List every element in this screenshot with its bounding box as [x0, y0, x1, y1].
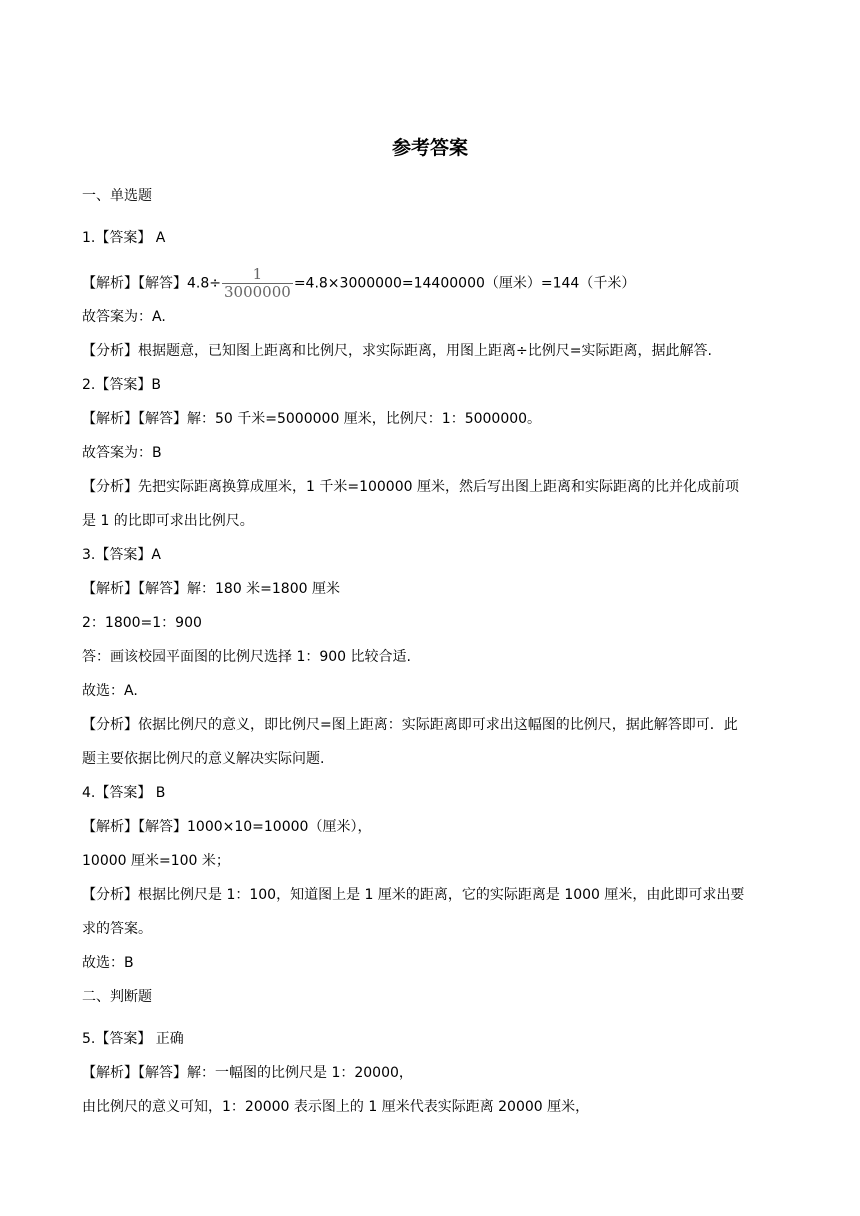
- answer-3-solution-line-1: 【解析】【解答】解：180 米=1800 厘米: [82, 581, 340, 597]
- answer-4-solution-line-2: 10000 厘米=100 米；: [82, 853, 230, 869]
- answer-1-conclusion: 故答案为：A.: [82, 309, 166, 325]
- answer-3-label: 3.【答案】A: [82, 547, 161, 563]
- answer-2-solution: 【解析】【解答】解：50 千米=5000000 厘米，比例尺：1：5000000。: [82, 411, 542, 427]
- solution-prefix: 【解析】【解答】4.8÷: [82, 275, 221, 292]
- page-title: 参考答案: [391, 137, 468, 159]
- answer-4-analysis-line-2: 求的答案。: [82, 921, 152, 937]
- answer-4-analysis-line-1: 【分析】根据比例尺是 1：100，知道图上是 1 厘米的距离，它的实际距离是 1000 厘米，由此即可求出要: [82, 887, 745, 903]
- section-heading-true-false: 二、判断题: [82, 989, 152, 1005]
- answer-3-analysis-line-2: 题主要依据比例尺的意义解决实际问题.: [82, 751, 325, 767]
- section-heading-single-choice: 一、单选题: [82, 188, 152, 204]
- answer-4-conclusion: 故选：B: [82, 955, 134, 971]
- answer-2-analysis-line-2: 是 1 的比即可求出比例尺。: [82, 513, 254, 529]
- fraction-numerator: 1: [252, 265, 263, 283]
- answer-3-analysis-line-1: 【分析】依据比例尺的意义，即比例尺=图上距离：实际距离即可求出这幅图的比例尺，据此解答即可．此: [82, 717, 738, 733]
- answer-1-analysis: 【分析】根据题意，已知图上距离和比例尺，求实际距离，用图上距离÷比例尺=实际距离，据此解答.: [82, 343, 712, 359]
- answer-5-label: 5.【答案】 正确: [82, 1031, 184, 1047]
- answer-2-label: 2.【答案】B: [82, 377, 161, 393]
- answer-3-solution-line-3: 答：画该校园平面图的比例尺选择 1：900 比较合适.: [82, 649, 411, 665]
- answer-5-solution-line-2: 由比例尺的意义可知，1：20000 表示图上的 1 厘米代表实际距离 20000 厘米，: [82, 1099, 590, 1115]
- answer-5-solution-line-1: 【解析】【解答】解：一幅图的比例尺是 1：20000，: [82, 1065, 413, 1081]
- solution-suffix: =4.8×3000000=14400000（厘米）=144（千米）: [293, 275, 636, 292]
- answer-2-conclusion: 故答案为：B: [82, 445, 162, 461]
- answer-3-solution-line-2: 2：1800=1：900: [82, 615, 202, 631]
- answer-4-label: 4.【答案】 B: [82, 785, 166, 801]
- answer-3-conclusion: 故选：A.: [82, 683, 138, 699]
- fraction-one-over-3000000: [222, 266, 293, 301]
- answer-1-label: 1.【答案】 A: [82, 230, 166, 246]
- answer-1-solution: [82, 266, 782, 301]
- answer-2-analysis-line-1: 【分析】先把实际距离换算成厘米，1 千米=100000 厘米，然后写出图上距离和实际距离的比并化成前项: [82, 479, 739, 495]
- fraction-denominator: 3000000: [224, 283, 291, 301]
- answer-4-solution-line-1: 【解析】【解答】1000×10=10000（厘米），: [82, 819, 372, 835]
